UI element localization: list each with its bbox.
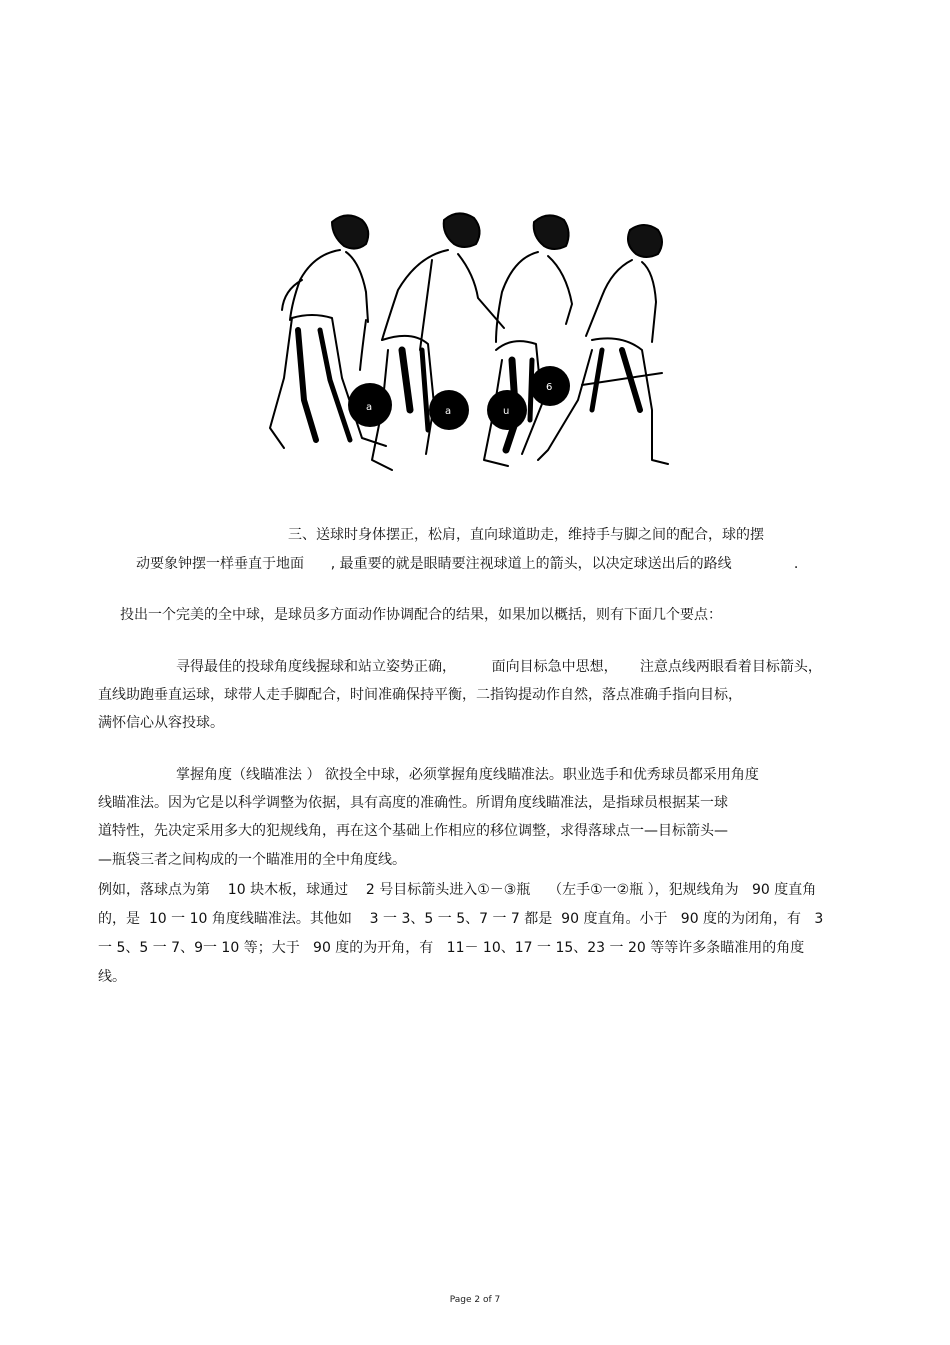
paragraph1-line2: 动要象钟摆一样垂直于地面 , 最重要的就是眼睛要注视球道上的箭头，以决定球送出后的路线 . (136, 556, 799, 572)
ball-label-2: a (445, 406, 452, 417)
paragraph4-line6: 的，是 10 一 10 角度线瞄准法。其他如 3 一 3、5 一 5、7 一 7 都是 90 度直角。小于 90 度的为闭角，有 3 (98, 911, 824, 927)
paragraph2-line1: 投出一个完美的全中球，是球员多方面动作协调配合的结果，如果加以概括，则有下面几个要点： (120, 607, 722, 623)
page-number: Page 2 of 7 (449, 1295, 501, 1305)
paragraph4-line5: 例如，落球点为第 10 块木板，球通过 2 号目标箭头进入①－③瓶 （左手①一②瓶 ），犯规线角为 90 度直角 (98, 882, 817, 898)
paragraph3-line2: 直线助跑垂直运球，球带人走手脚配合，时间准确保持平衡，二指钩提动作自然，落点准确手指向目标， (98, 687, 742, 703)
ball-label-1: a (366, 402, 373, 413)
paragraph4-line8: 线。 (98, 969, 126, 985)
ball-label-4: 6 (546, 382, 553, 393)
paragraph1-line1: 三、送球时身体摆正，松肩，直向球道助走，维持手与脚之间的配合，球的摆 (288, 527, 764, 543)
paragraph4-line4: —瓶袋三者之间构成的一个瞄准用的全中角度线。 (98, 852, 406, 868)
bowler-figure-2 (372, 213, 504, 470)
paragraph3-line3: 满怀信心从容投球。 (98, 715, 224, 731)
paragraph4-line7: 一 5、5 一 7、9一 10 等；大于 90 度的为开角，有 11－ 10、17 一 15、23 一 20 等等许多条瞄准用的角度 (98, 940, 805, 956)
paragraph4-line3: 道特性，先决定采用多大的犯规线角，再在这个基础上作相应的移位调整，求得落球点一—目标箭头— (98, 823, 728, 839)
bowler-figure-4 (538, 225, 668, 464)
paragraph4-line1: 掌握角度（线瞄准法 ） 欲投全中球，必须掌握角度线瞄准法。职业选手和优秀球员都采用角度 (176, 767, 759, 783)
bowling-approach-illustration (262, 200, 672, 490)
paragraph3-line1: 寻得最佳的投球角度线握球和站立姿势正确， 面向目标急中思想， 注意点线两眼看着目标箭头， (176, 659, 822, 675)
bowler-figure-3 (484, 215, 572, 466)
ball-label-3: u (503, 406, 510, 417)
paragraph4-line2: 线瞄准法。因为它是以科学调整为依据，具有高度的准确性。所谓角度线瞄准法，是指球员根据某一球 (98, 795, 728, 811)
